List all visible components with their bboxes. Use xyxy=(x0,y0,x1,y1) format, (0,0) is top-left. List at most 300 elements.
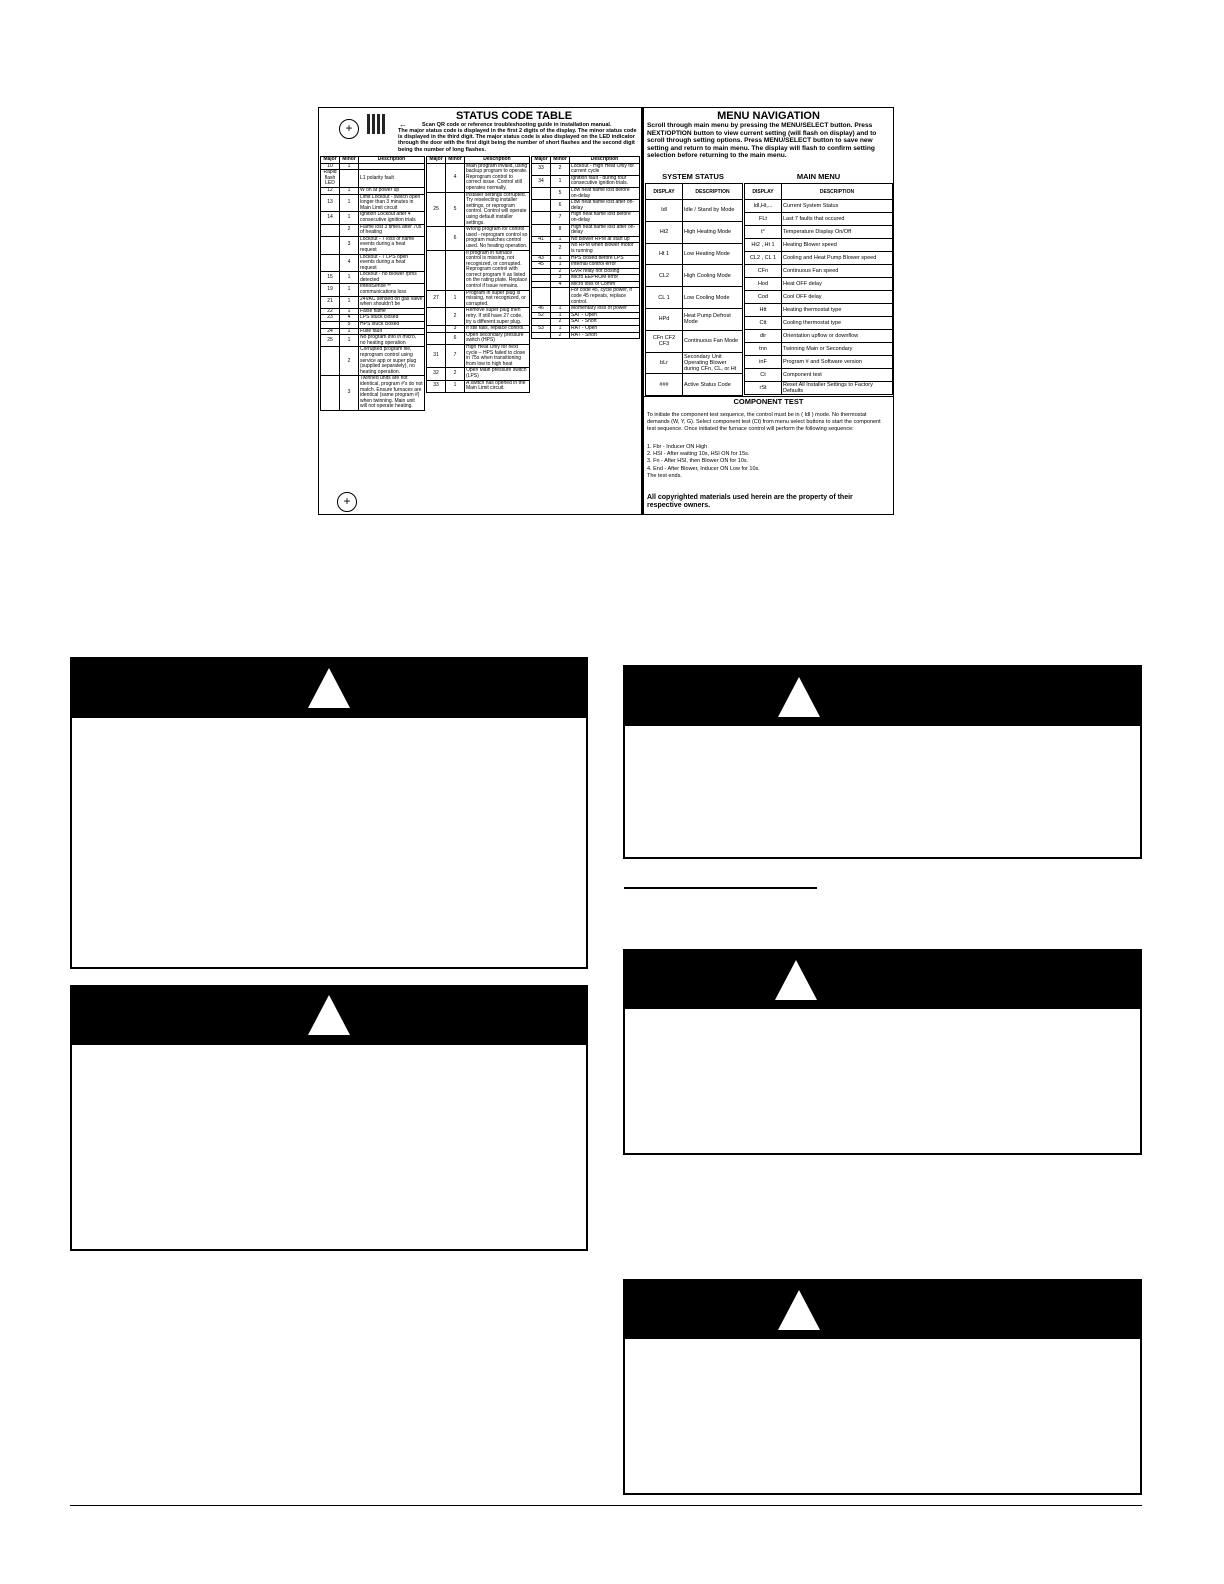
display-description: Program # and Software version xyxy=(782,356,893,369)
display-code: HPd xyxy=(646,308,683,330)
main-menu-table xyxy=(744,183,893,395)
minor-code: 2 xyxy=(446,308,465,326)
major-code: 52 xyxy=(532,312,551,319)
minor-code: 1 xyxy=(340,272,359,284)
major-code: 21 xyxy=(321,296,340,308)
code-description: Lockout - no Blower rpms detected xyxy=(359,272,425,284)
warning-header xyxy=(625,1281,1140,1339)
code-description: False flame xyxy=(359,308,425,315)
minor-code: 5 xyxy=(340,322,359,329)
table-row xyxy=(321,335,425,347)
display-code: Htt xyxy=(745,304,782,317)
major-code: 27 xyxy=(427,290,446,308)
code-description: Main program invalid, using backup program to operate. Reprogram control to correct issue. Control still operates normally. xyxy=(465,163,530,192)
major-code xyxy=(427,332,446,344)
table-row xyxy=(427,345,530,368)
minor-header: Minor xyxy=(340,157,359,164)
component-step: The test ends. xyxy=(647,472,682,479)
table-row xyxy=(745,200,893,213)
minor-code: 2 xyxy=(446,368,465,380)
status-label xyxy=(318,107,894,515)
table-row xyxy=(532,243,640,255)
table-row xyxy=(646,352,743,374)
component-step: 2. HSI - After waiting 10s, HSI ON for 15s. xyxy=(647,451,750,458)
description-header: DESCRIPTION xyxy=(683,184,743,200)
minor-code: 1 xyxy=(446,380,465,392)
code-description: Twinned units are not identical, program #'s do not match. Ensure furnaces are identical (same program #) when twinning. Main unit will not operate heating. xyxy=(360,375,423,410)
display-description: Active Status Code xyxy=(683,374,743,396)
minor-code: 8 xyxy=(551,224,570,236)
minor-code: 1 xyxy=(551,306,570,313)
scan-instruction: Scan QR code or reference troubleshooting guide in installation manual. xyxy=(422,122,612,128)
major-code xyxy=(532,200,551,212)
major-code xyxy=(321,224,340,236)
minor-code: 1 xyxy=(340,187,359,194)
minor-code: 1 xyxy=(551,312,570,319)
major-code xyxy=(532,288,551,306)
minor-header: Minor xyxy=(446,157,465,164)
table-row xyxy=(745,330,893,343)
code-description: HPS stuck closed xyxy=(359,322,425,329)
display-code: Ht2 xyxy=(646,221,683,243)
component-step: 1. Fbr - Inducer ON High xyxy=(647,444,708,450)
code-description: Limit Lockout - switch open longer than 3 minutes in Main Limit circuit xyxy=(359,194,425,212)
status-table-col1 xyxy=(320,156,425,411)
table-row xyxy=(646,308,743,330)
table-row xyxy=(321,296,425,308)
display-code: t° xyxy=(745,226,782,239)
code-description: Micro loss of Comm xyxy=(570,281,640,288)
table-row xyxy=(646,243,743,265)
minor-code: 5 xyxy=(446,192,465,227)
table-row xyxy=(646,200,743,222)
display-description: Orientation upflow or downflow xyxy=(782,330,893,343)
code-description: High heat flame lost after on-delay xyxy=(570,224,640,236)
major-code: 34 xyxy=(532,175,551,187)
table-row xyxy=(427,250,530,290)
code-description: Corrupted program file, reprogram control using service app or super plug (supplied separately), no heating operation. xyxy=(359,347,425,376)
minor-code: 1 xyxy=(551,236,570,243)
major-code xyxy=(427,326,446,333)
major-code xyxy=(532,275,551,282)
table-row xyxy=(427,192,530,227)
code-description: For code 45, cycle power, if code 45 repeats, replace control. xyxy=(570,288,640,306)
menu-intro: Scroll through main menu by pressing the MENU/SELECT button. Press NEXT/OPTION button to view current setting (will flash on display) and to scroll through setting options. Press MENU/SELECT button to save new setting and return to main menu. The display will flash to confirm setting selection before returning to the main menu. xyxy=(647,122,877,160)
major-code xyxy=(321,376,340,411)
display-code: Ct xyxy=(745,369,782,382)
minor-header: Minor xyxy=(551,157,570,164)
display-code: CFn CF2 CF3 xyxy=(646,330,683,352)
table-row xyxy=(427,290,530,308)
description-header: DESCRIPTION xyxy=(782,184,893,200)
major-code xyxy=(321,254,340,272)
display-code: dir xyxy=(745,330,782,343)
minor-code: 1 xyxy=(551,255,570,262)
code-description: Lockout - High Heat Only for current cycle xyxy=(570,163,640,175)
table-row xyxy=(532,200,640,212)
major-code: 15 xyxy=(321,272,340,284)
component-step: 4. End - After Blower, Inducer ON Low for 10s. xyxy=(647,465,760,472)
warning-triangle-icon xyxy=(778,677,820,717)
display-code: Idl xyxy=(646,200,683,222)
table-row xyxy=(646,221,743,243)
major-code xyxy=(427,250,446,290)
display-description: Secondary Unit Operating Blower during CFn, CL, or Ht xyxy=(683,352,743,374)
display-description: Low Cooling Mode xyxy=(683,287,743,309)
display-code: ### xyxy=(646,374,683,396)
table-row xyxy=(745,252,893,265)
code-description: High Heat Only for next cycle – HPS failed to close in 75s when transitioning from low to high heat xyxy=(465,345,530,368)
warning-header xyxy=(72,659,586,718)
minor-code: 1 xyxy=(446,290,465,308)
major-code xyxy=(532,212,551,224)
minor-code: 3 xyxy=(340,236,359,254)
major-header: Major xyxy=(532,157,551,164)
table-row xyxy=(427,332,530,344)
component-steps xyxy=(647,444,887,480)
table-row xyxy=(646,374,743,396)
display-description: High Heating Mode xyxy=(683,221,743,243)
plus-circle-icon: + xyxy=(337,492,357,512)
table-row xyxy=(532,163,640,175)
code-description: Low heat flame lost after on-delay xyxy=(570,200,640,212)
minor-code: 6 xyxy=(446,332,465,344)
code-description: RAT - Short xyxy=(570,332,640,339)
code-description: Lockout - 7 loss of flame events during a heat request xyxy=(359,236,425,254)
main-menu-title: MAIN MENU xyxy=(796,172,841,181)
major-code: 32 xyxy=(427,368,446,380)
minor-code: 1 xyxy=(340,212,359,224)
display-description: Heating thermostat type xyxy=(782,304,893,317)
code-description: A switch has opened in the Main Limit circuit. xyxy=(465,380,530,392)
code-description: Internal control error xyxy=(570,262,640,269)
code-description: Ignition Lockout after 4 consecutive ignition trials xyxy=(359,212,425,224)
minor-code: 2 xyxy=(340,347,359,376)
description-header: Description xyxy=(570,157,640,164)
menu-navigation-panel xyxy=(644,108,893,514)
code-description: SAT - Short xyxy=(570,319,640,326)
code-description: Flame lost 3 times after 70s of heating xyxy=(359,224,425,236)
code-description: If still fails, replace control. xyxy=(465,326,530,333)
display-description: Heat Pump Defrost Mode xyxy=(683,308,743,330)
minor-code: 6 xyxy=(446,227,465,250)
table-row xyxy=(321,347,425,376)
major-code: 19 xyxy=(321,284,340,296)
minor-code: 1 xyxy=(340,308,359,315)
table-row xyxy=(321,194,425,212)
display-code: inF xyxy=(745,356,782,369)
display-code: Ht2 , Ht 1 xyxy=(745,239,782,252)
code-description: L1 polarity fault xyxy=(359,170,425,188)
minor-code: 4 xyxy=(446,163,465,192)
minor-code: 2 xyxy=(551,332,570,339)
table-row xyxy=(532,332,640,339)
table-row xyxy=(745,382,893,395)
minor-code xyxy=(340,170,359,188)
display-code: CL2 xyxy=(646,265,683,287)
minor-code: 3 xyxy=(446,326,465,333)
code-description: Micro EEPROM error xyxy=(570,275,640,282)
description-header: Description xyxy=(465,157,530,164)
major-code xyxy=(321,347,340,376)
warning-header xyxy=(72,987,586,1045)
major-code xyxy=(321,236,340,254)
display-description: Last 7 faults that occured xyxy=(782,213,893,226)
code-description: SAT - Open xyxy=(570,312,640,319)
display-description: Twinning Main or Secondary xyxy=(782,343,893,356)
code-description: HPS closed before LPS xyxy=(570,255,640,262)
code-description: Wrong program for control used - reprogram control so program matches control used. No heating operation. xyxy=(465,227,530,250)
warning-box xyxy=(70,985,588,1251)
footer-rule xyxy=(70,1505,1142,1506)
table-row xyxy=(745,265,893,278)
status-table-title: STATUS CODE TABLE xyxy=(455,110,573,122)
display-header: DISPLAY xyxy=(745,184,782,200)
major-code xyxy=(532,224,551,236)
table-row xyxy=(427,368,530,380)
display-code: Ht 1 xyxy=(646,243,683,265)
minor-code: 4 xyxy=(340,254,359,272)
table-row xyxy=(745,369,893,382)
display-description: Idle / Stand by Mode xyxy=(683,200,743,222)
table-row xyxy=(321,170,425,188)
major-code: 24 xyxy=(321,328,340,335)
code-description: Open secondary pressure switch (HPS) xyxy=(465,332,530,344)
major-code xyxy=(532,332,551,339)
code-description: No blower RPM at start up xyxy=(570,236,640,243)
table-row xyxy=(745,239,893,252)
table-row xyxy=(745,291,893,304)
table-row xyxy=(745,317,893,330)
table-row xyxy=(321,284,425,296)
table-row xyxy=(532,212,640,224)
display-description: Cooling and Heat Pump Blower speed xyxy=(782,252,893,265)
minor-code: 1 xyxy=(340,328,359,335)
warning-header xyxy=(625,667,1140,726)
major-code: 41 xyxy=(532,236,551,243)
minor-code: 2 xyxy=(551,268,570,275)
display-code: Cod xyxy=(745,291,782,304)
table-row xyxy=(646,287,743,309)
major-code: 25 xyxy=(427,192,446,227)
code-description: Installer settings corrupted. Try reselecting installer settings, or reprogram control. Control will operate using default installer settings. xyxy=(465,192,530,227)
major-code: 46 xyxy=(532,306,551,313)
display-description: Heating Blower speed xyxy=(782,239,893,252)
display-code: rSt xyxy=(745,382,782,395)
major-code xyxy=(427,227,446,250)
table-row xyxy=(745,356,893,369)
table-row xyxy=(745,213,893,226)
minor-code: 4 xyxy=(340,315,359,322)
display-header: DISPLAY xyxy=(646,184,683,200)
display-code: CL 1 xyxy=(646,287,683,309)
display-code: CL2 , CL 1 xyxy=(745,252,782,265)
display-description: Continuous Fan speed xyxy=(782,265,893,278)
major-code xyxy=(532,243,551,255)
status-table-col2 xyxy=(426,156,530,393)
minor-code: 2 xyxy=(551,163,570,175)
component-test-text: To initiate the component test sequence, the control must be in ( Idl ) mode. No thermostat demands (W, Y, G). Select component test (Ct) from menu select buttons to start the component test sequence. Once initiated the furnace control will perform the following sequence: xyxy=(647,412,881,433)
display-code: tnn xyxy=(745,343,782,356)
major-code: 53 xyxy=(532,326,551,333)
section-heading-underline xyxy=(624,887,817,889)
major-code: 33 xyxy=(532,163,551,175)
major-code: 10 xyxy=(321,163,340,170)
minor-code: 1 xyxy=(340,296,359,308)
major-code: 43 xyxy=(532,255,551,262)
display-description: Reset All Installer Settings to Factory Defaults xyxy=(782,382,893,395)
display-code: bLr xyxy=(646,352,683,374)
minor-code: 7 xyxy=(446,345,465,368)
code-description: No RPM when blower motor is running xyxy=(570,243,640,255)
minor-code: 7 xyxy=(551,212,570,224)
major-code xyxy=(532,281,551,288)
minor-code xyxy=(446,250,465,290)
code-description: W on at power up xyxy=(359,187,425,194)
minor-code: 1 xyxy=(340,194,359,212)
table-row xyxy=(745,304,893,317)
table-row xyxy=(427,163,530,192)
warning-triangle-icon xyxy=(778,1290,820,1330)
major-code: 22 xyxy=(321,308,340,315)
code-description: No program info in micro, no heating operation xyxy=(359,335,425,347)
code-description: LPS stuck closed xyxy=(359,315,425,322)
table-row xyxy=(745,343,893,356)
table-row xyxy=(321,254,425,272)
major-code: 33 xyxy=(427,380,446,392)
code-description: Ignition fault - during four consecutive ignition trials. xyxy=(570,175,640,187)
minor-code: 1 xyxy=(340,163,359,170)
code-description: Open Main pressure switch (LPS) xyxy=(465,368,530,380)
code-description xyxy=(359,163,425,170)
component-test-title: COMPONENT TEST xyxy=(644,396,893,406)
code-description: 24VAC sensed on gas valve when shouldn't be xyxy=(359,296,425,308)
table-row xyxy=(321,224,425,236)
display-code: FLt xyxy=(745,213,782,226)
table-row xyxy=(321,236,425,254)
table-row xyxy=(745,226,893,239)
display-description: Current System Status xyxy=(782,200,893,213)
major-code: Rapid flash LED xyxy=(321,170,340,188)
code-description: Fuse fault xyxy=(359,328,425,335)
minor-code: 1 xyxy=(340,335,359,347)
major-code xyxy=(532,268,551,275)
table-row xyxy=(427,227,530,250)
minor-code: 3 xyxy=(551,275,570,282)
warning-box xyxy=(623,1279,1142,1495)
minor-code: 2 xyxy=(551,319,570,326)
major-code: 45 xyxy=(532,262,551,269)
major-header: Major xyxy=(427,157,446,164)
description-header: Description xyxy=(359,157,425,164)
major-code: 25 xyxy=(321,335,340,347)
warning-box xyxy=(623,949,1142,1155)
minor-code: 3 xyxy=(340,376,359,411)
status-code-panel xyxy=(319,108,644,514)
warning-triangle-icon xyxy=(775,960,817,1000)
code-description: Remove super plug then retry. If still have 27 code, try a different super plug. xyxy=(465,308,530,326)
table-row xyxy=(646,265,743,287)
code-description: Program in super plug is missing, not recognized, or corrupted. xyxy=(465,290,530,308)
status-table-col3 xyxy=(531,156,640,339)
display-description: High Cooling Mode xyxy=(683,265,743,287)
warning-box xyxy=(70,657,588,969)
display-description: Cooling thermostat type xyxy=(782,317,893,330)
warning-box xyxy=(623,665,1142,859)
arrow-left-icon: ← xyxy=(399,120,407,129)
minor-code: 5 xyxy=(551,187,570,199)
minor-code: 2 xyxy=(551,243,570,255)
system-status-title: SYSTEM STATUS xyxy=(662,172,724,181)
minor-code: 1 xyxy=(551,175,570,187)
display-code: CFn xyxy=(745,265,782,278)
minor-code: 6 xyxy=(551,200,570,212)
table-row xyxy=(321,376,425,411)
minor-code xyxy=(551,288,570,306)
code-description: If program in furnace control is missing, not recognized, or corrupted. Reprogram control with correct program # as listed on the rating plate. Replace control if issue remains. xyxy=(465,250,530,290)
table-row xyxy=(532,175,640,187)
major-code xyxy=(427,163,446,192)
minor-code: 4 xyxy=(551,281,570,288)
table-row xyxy=(321,272,425,284)
code-description: Low heat flame lost before on-delay xyxy=(570,187,640,199)
minor-code: 2 xyxy=(340,224,359,236)
warning-header xyxy=(625,951,1140,1009)
warning-triangle-icon xyxy=(308,668,350,708)
code-description: Momentary loss of power xyxy=(570,306,640,313)
display-code: Idl,Ht,... xyxy=(745,200,782,213)
qr-code-icon xyxy=(367,114,387,134)
table-row xyxy=(427,380,530,392)
display-description: Temperature Display On/Off xyxy=(782,226,893,239)
display-code: Ctt xyxy=(745,317,782,330)
major-header: Major xyxy=(321,157,340,164)
major-code xyxy=(427,308,446,326)
table-row xyxy=(532,187,640,199)
code-description: High heat flame lost before on-delay xyxy=(570,212,640,224)
major-code: 23 xyxy=(321,315,340,322)
table-row xyxy=(532,224,640,236)
minor-code: 1 xyxy=(551,262,570,269)
code-description: GVR relay not closing xyxy=(570,268,640,275)
major-code xyxy=(532,187,551,199)
minor-code: 1 xyxy=(551,326,570,333)
warning-triangle-icon xyxy=(308,995,350,1035)
table-row xyxy=(745,278,893,291)
display-description: Low Heating Mode xyxy=(683,243,743,265)
display-code: Hod xyxy=(745,278,782,291)
code-description: IntelliSense™ communications loss xyxy=(359,284,425,296)
major-code: 14 xyxy=(321,212,340,224)
copyright-notice: All copyrighted materials used herein are the property of their respective owners. xyxy=(647,494,853,510)
table-row xyxy=(427,308,530,326)
minor-code: 1 xyxy=(340,284,359,296)
table-row xyxy=(532,288,640,306)
display-description: Heat OFF delay xyxy=(782,278,893,291)
system-status-table xyxy=(645,183,743,396)
major-code: 12 xyxy=(321,187,340,194)
status-intro: The major status code is displayed in the first 2 digits of the display. The minor status code is displayed in the third digit. The major status code is also displayed on the LED indicator through the door with the first digit being the number of short flashes and the second digit being the number of long flashes. xyxy=(398,128,637,153)
display-description: Cool OFF delay xyxy=(782,291,893,304)
major-code: 31 xyxy=(427,345,446,368)
table-row xyxy=(646,330,743,352)
code-description: Lockout - 7 LPS open events during a heat request xyxy=(359,254,425,272)
menu-title: MENU NAVIGATION xyxy=(717,110,820,122)
table-row xyxy=(321,212,425,224)
major-code: 13 xyxy=(321,194,340,212)
code-description: RAT - Open xyxy=(570,326,640,333)
component-step: 3. Fn - After HSI, then Blower ON for 10s. xyxy=(647,458,749,465)
